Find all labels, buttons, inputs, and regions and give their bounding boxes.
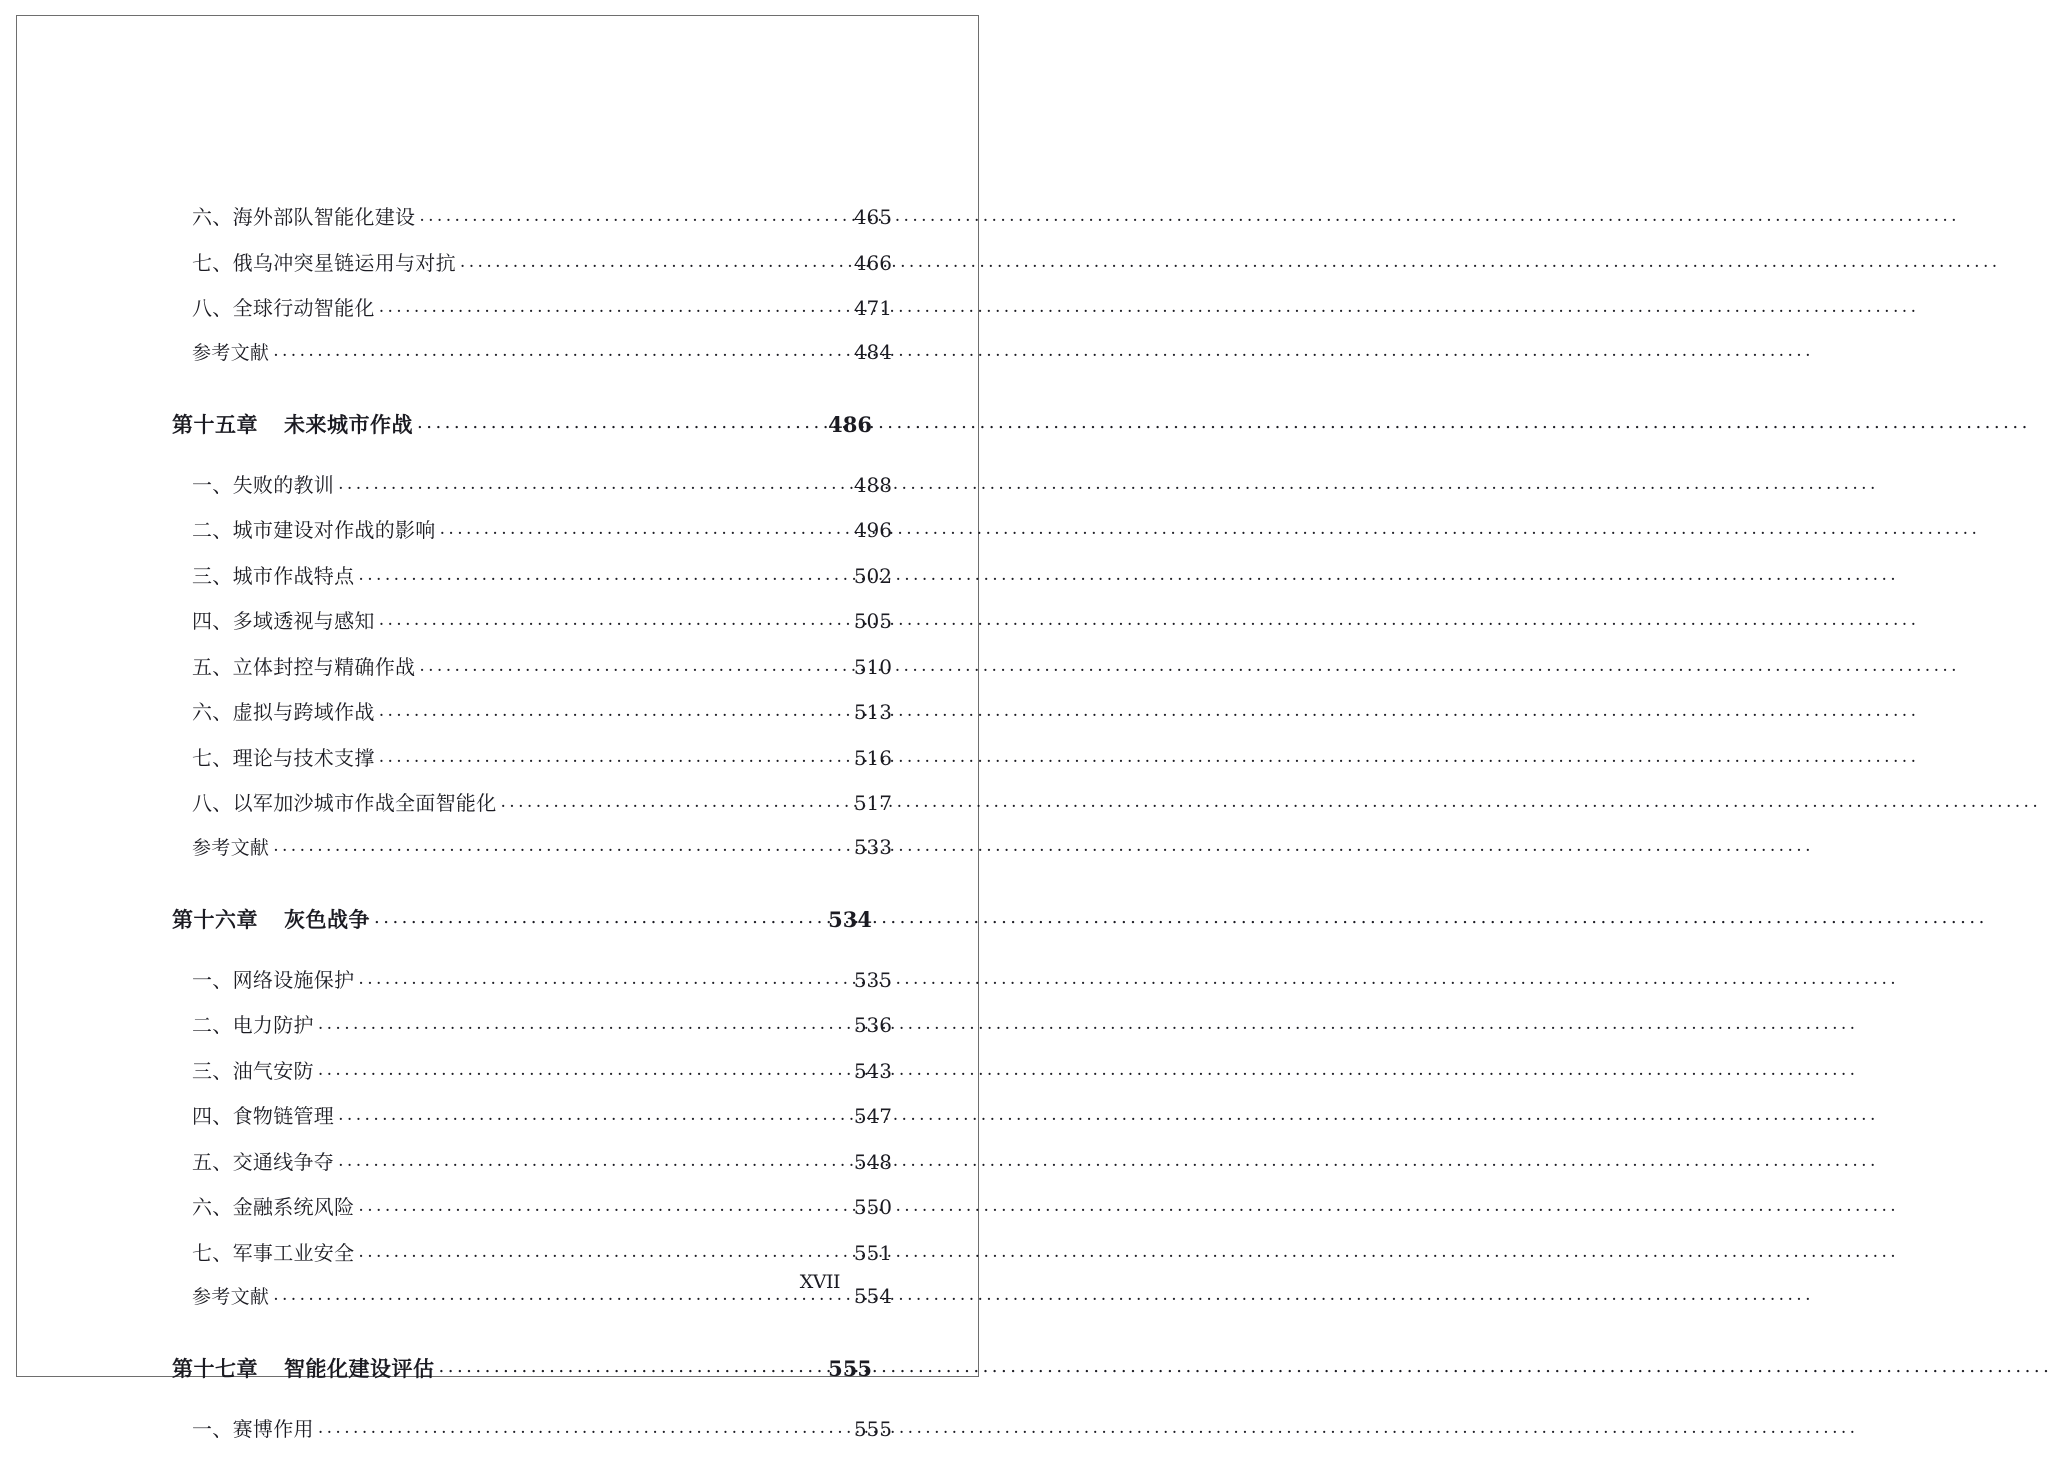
toc-chapter-page-number: 555	[828, 1356, 872, 1381]
toc-entry-row[interactable]	[156, 469, 892, 498]
toc-entry-row[interactable]	[156, 201, 892, 230]
toc-chapter-name: 智能化建设评估	[284, 1357, 435, 1381]
toc-entry-title: 参考文献	[192, 1286, 270, 1308]
toc-entry-row[interactable]	[156, 247, 892, 276]
toc-entry-row[interactable]	[156, 1009, 892, 1038]
dot-leader	[273, 838, 830, 854]
dot-leader	[440, 521, 830, 537]
dot-leader	[338, 1107, 830, 1123]
toc-entry-row[interactable]	[156, 1413, 892, 1442]
toc-entry-title: 一、失败的教训	[192, 472, 335, 497]
toc-chapter-name: 未来城市作战	[284, 412, 413, 437]
toc-entry-title: 参考文献	[192, 341, 270, 364]
toc-entry-row[interactable]	[156, 651, 892, 680]
toc-entry-page-number: 536	[853, 1013, 892, 1037]
toc-block	[156, 201, 892, 365]
toc-entry-title: 七、理论与技术支撑	[192, 745, 375, 770]
toc-entry-row[interactable]	[156, 514, 892, 543]
toc-references-row[interactable]	[156, 338, 892, 365]
dot-leader	[419, 658, 830, 674]
toc-entry-row[interactable]	[156, 787, 892, 816]
toc-entry-row[interactable]	[156, 1237, 892, 1266]
toc-block	[156, 409, 892, 860]
dot-leader	[318, 1420, 830, 1436]
toc-entry-title: 二、电力防护	[192, 1013, 314, 1037]
dot-leader	[439, 1360, 811, 1376]
dot-leader	[417, 416, 810, 432]
toc-entry-title: 五、立体封控与精确作战	[192, 654, 416, 679]
toc-entry-row[interactable]	[156, 696, 892, 725]
toc-chapter-title	[172, 409, 413, 439]
dot-leader	[379, 612, 830, 628]
dot-leader	[358, 1198, 830, 1214]
toc-entry-page-number: 550	[853, 1195, 892, 1219]
toc-chapter-title	[172, 904, 370, 934]
toc-entry-row[interactable]	[156, 1055, 892, 1084]
toc-entry-title: 七、俄乌冲突星链运用与对抗	[192, 250, 456, 275]
toc-block	[156, 904, 892, 1310]
toc-entry-page-number: 547	[853, 1104, 892, 1128]
dot-leader	[318, 1016, 830, 1032]
toc-entry-page-number: 533	[853, 834, 892, 859]
dot-leader	[338, 476, 830, 492]
toc-entry-title: 六、海外部队智能化建设	[192, 205, 416, 229]
toc-entry-title: 参考文献	[192, 836, 270, 859]
dot-leader	[358, 971, 830, 987]
toc-entry-title: 四、食物链管理	[192, 1104, 335, 1128]
toc-entry-title: 六、虚拟与跨域作战	[192, 700, 375, 724]
dot-leader	[358, 567, 830, 583]
toc-entry-title: 七、军事工业安全	[192, 1240, 355, 1265]
toc-entry-page-number: 516	[853, 745, 892, 770]
toc-entry-title: 三、油气安防	[192, 1058, 314, 1083]
toc-chapter-number: 第十五章	[172, 412, 258, 437]
toc-entry-page-number: 471	[853, 296, 892, 320]
toc-entry-page-number: 554	[853, 1284, 892, 1308]
dot-leader	[358, 1244, 830, 1260]
toc-entry-title: 一、赛博作用	[192, 1417, 314, 1441]
toc-entry-row[interactable]	[156, 292, 892, 321]
toc-entry-row[interactable]	[156, 1191, 892, 1220]
toc-entry-row[interactable]	[156, 964, 892, 993]
toc-entry-title: 二、城市建设对作战的影响	[192, 518, 436, 542]
toc-entry-title: 三、城市作战特点	[192, 563, 355, 588]
toc-entry-row[interactable]	[156, 1146, 892, 1175]
toc-chapter-row[interactable]	[156, 904, 872, 934]
toc-entry-row[interactable]	[156, 605, 892, 634]
toc-entry-row[interactable]	[156, 560, 892, 589]
toc-entry-page-number: 548	[853, 1149, 892, 1174]
toc-chapter-number: 第十七章	[172, 1357, 258, 1381]
dot-leader	[419, 208, 830, 224]
dot-leader	[460, 254, 830, 270]
toc-entry-title: 一、网络设施保护	[192, 967, 355, 992]
dot-leader	[379, 299, 830, 315]
toc-entry-page-number: 513	[853, 700, 892, 724]
dot-leader	[273, 343, 830, 359]
toc-entry-title: 五、交通线争夺	[192, 1149, 335, 1174]
toc-chapter-row[interactable]	[156, 1353, 872, 1383]
toc-chapter-number: 第十六章	[172, 907, 258, 932]
toc-entry-page-number: 517	[853, 791, 892, 815]
toc-chapter-name: 灰色战争	[284, 907, 370, 932]
table-of-contents	[156, 201, 892, 1459]
dot-leader	[501, 794, 831, 810]
toc-entry-page-number: 510	[853, 654, 892, 679]
dot-leader	[374, 911, 810, 927]
page-folio: XVII	[799, 1271, 840, 1293]
toc-entry-title: 六、金融系统风险	[192, 1195, 355, 1219]
toc-block	[156, 1353, 892, 1442]
toc-entry-row[interactable]	[156, 742, 892, 771]
toc-entry-page-number: 555	[853, 1417, 892, 1441]
toc-entry-page-number: 496	[853, 518, 892, 542]
page-sheet	[16, 15, 979, 1441]
toc-entry-page-number: 466	[853, 250, 892, 275]
toc-entry-page-number: 502	[853, 563, 892, 588]
toc-entry-page-number: 543	[853, 1058, 892, 1083]
toc-entry-page-number: 488	[853, 472, 892, 497]
toc-entry-page-number: 551	[853, 1240, 892, 1265]
toc-entry-row[interactable]	[156, 1100, 892, 1129]
toc-chapter-page-number: 486	[828, 411, 872, 437]
dot-leader	[379, 749, 830, 765]
toc-chapter-page-number: 534	[828, 906, 872, 932]
toc-entry-page-number: 484	[853, 339, 892, 364]
toc-entry-page-number: 535	[853, 967, 892, 992]
toc-chapter-row[interactable]	[156, 409, 872, 439]
toc-references-row[interactable]	[156, 833, 892, 860]
toc-entry-title: 四、多域透视与感知	[192, 609, 375, 633]
toc-entry-page-number: 465	[853, 205, 892, 229]
dot-leader	[318, 1062, 830, 1078]
dot-leader	[338, 1153, 830, 1169]
toc-chapter-title	[172, 1353, 435, 1383]
dot-leader	[379, 703, 830, 719]
toc-entry-page-number: 505	[853, 609, 892, 633]
toc-entry-title: 八、以军加沙城市作战全面智能化	[192, 791, 497, 815]
toc-entry-title: 八、全球行动智能化	[192, 296, 375, 320]
